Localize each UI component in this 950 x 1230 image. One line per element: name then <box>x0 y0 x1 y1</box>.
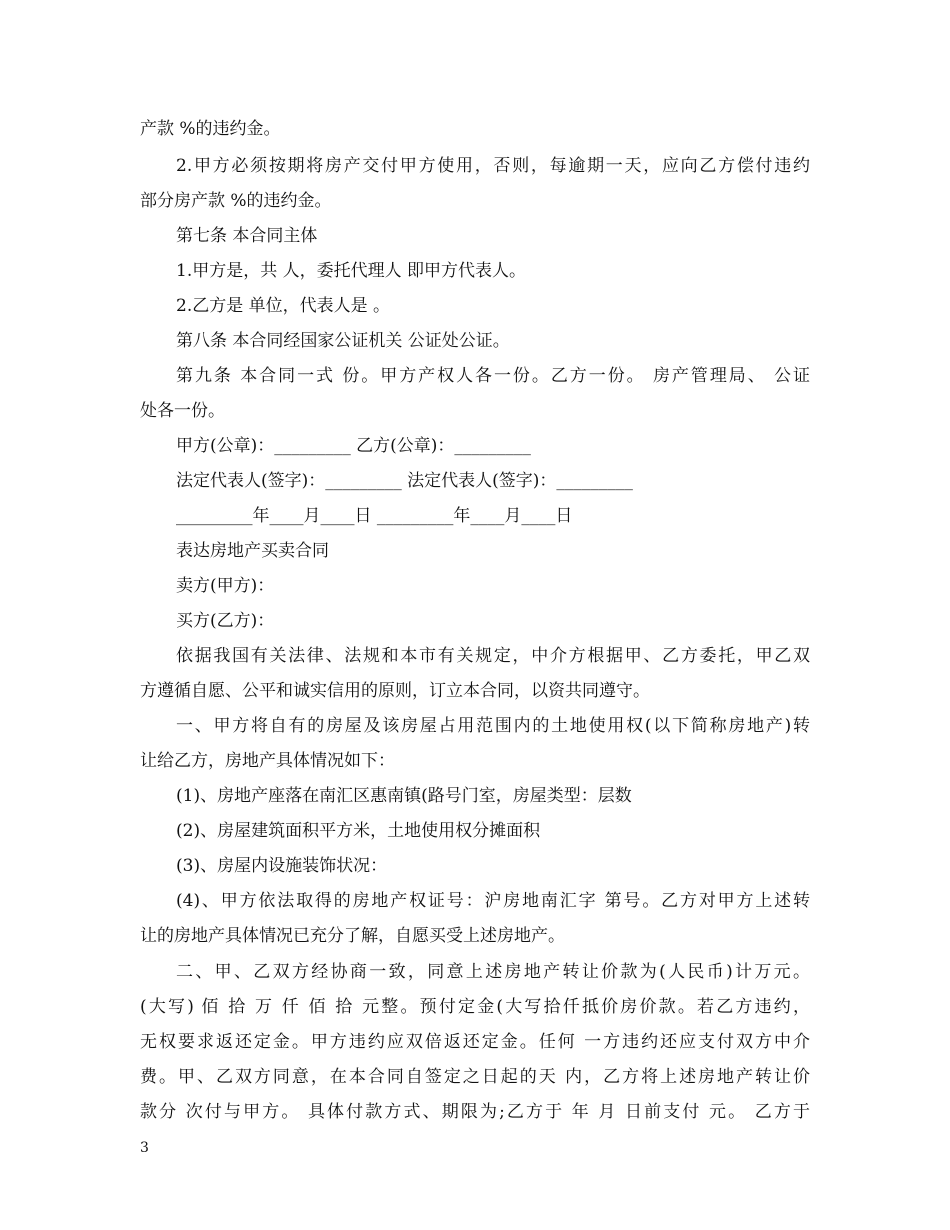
text-line: 二、甲、乙双方经协商一致，同意上述房地产转让价款为(人民币)计万元。 <box>176 962 810 982</box>
text-line: 费。甲、乙双方同意，在本合同自签定之日起的天 内，乙方将上述房地产转让价 <box>140 1067 810 1087</box>
text-line: 让给乙方，房地产具体情况如下： <box>140 751 395 771</box>
text-line: 产款 %的违约金。 <box>140 119 281 139</box>
list-item: (4)、甲方依法取得的房地产权证号：沪房地南汇字 第号。乙方对甲方上述转 <box>176 891 810 911</box>
list-item: (1)、房地产座落在南汇区惠南镇(路号门室，房屋类型：层数 <box>176 786 632 806</box>
page-number: 3 <box>140 1140 149 1156</box>
signature-line: 甲方(公章)：_________ 乙方(公章)：_________ <box>176 436 531 456</box>
seller-line: 卖方(甲方)： <box>176 576 275 596</box>
text-line: 1.甲方是，共 人，委托代理人 即甲方代表人。 <box>176 261 527 281</box>
text-line: 2.甲方必须按期将房产交付甲方使用，否则，每逾期一天，应向乙方偿付违约 <box>176 156 810 176</box>
article-heading: 第八条 本合同经国家公证机关 公证处公证。 <box>176 331 510 351</box>
list-item: (2)、房屋建筑面积平方米，土地使用权分摊面积 <box>176 821 541 841</box>
text-line: 2.乙方是 单位，代表人是 。 <box>176 296 391 316</box>
text-line: 让的房地产具体情况已充分了解，自愿买受上述房地产。 <box>140 926 565 946</box>
article-heading: 第七条 本合同主体 <box>176 226 318 246</box>
text-line: 无权要求返还定金。甲方违约应双倍返还定金。任何 一方违约还应支付双方中介 <box>140 1032 810 1052</box>
list-item: (3)、房屋内设施装饰状况： <box>176 856 388 876</box>
text-line: 款分 次付与甲方。 具体付款方式、期限为;乙方于 年 月 日前支付 元。 乙方于 <box>140 1102 810 1122</box>
signature-line: 法定代表人(签字)：_________ 法定代表人(签字)：_________ <box>176 471 633 491</box>
text-line: 方遵循自愿、公平和诚实信用的原则，订立本合同，以资共同遵守。 <box>140 681 650 701</box>
section-title: 表达房地产买卖合同 <box>176 541 329 561</box>
date-line: _________年____月____日 _________年____月____日 <box>176 506 573 526</box>
text-line: 部分房产款 %的违约金。 <box>140 191 332 211</box>
buyer-line: 买方(乙方)： <box>176 611 275 631</box>
text-line: (大写) 佰 拾 万 仟 佰 拾 元整。预付定金(大写拾仟抵价房价款。若乙方违约， <box>140 997 810 1017</box>
article-heading: 第九条 本合同一式 份。甲方产权人各一份。乙方一份。 房产管理局、 公证 <box>176 366 810 386</box>
text-line: 处各一份。 <box>140 401 225 421</box>
text-line: 一、甲方将自有的房屋及该房屋占用范围内的土地使用权(以下简称房地产)转 <box>176 716 810 736</box>
text-line: 依据我国有关法律、法规和本市有关规定，中介方根据甲、乙方委托，甲乙双 <box>176 646 810 666</box>
